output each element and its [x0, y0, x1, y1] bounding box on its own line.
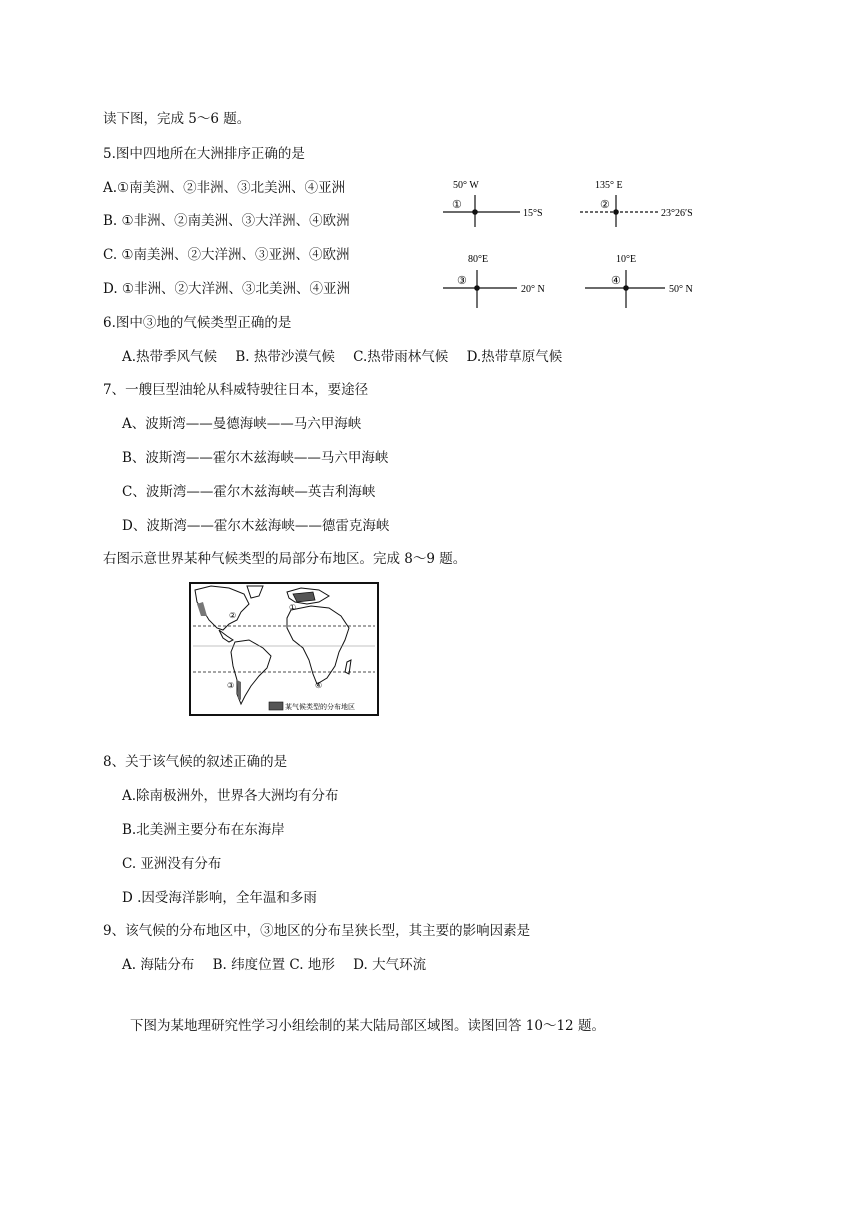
map-marker-4: ④: [315, 681, 323, 690]
question-8-option-c: C. 亚洲没有分布: [122, 856, 222, 872]
legend-swatch: [269, 702, 283, 710]
question-7-option-a: A、波斯湾——曼德海峡——马六甲海峡: [122, 416, 362, 432]
coord-1-lat: 15°S: [523, 208, 543, 219]
question-6-option-a: A.热带季风气候: [122, 349, 218, 365]
question-9-stem: 9、该气候的分布地区中，③地区的分布呈狭长型，其主要的影响因素是: [103, 923, 531, 939]
question-8-option-d: D .因受海洋影响，全年温和多雨: [122, 890, 317, 906]
map-legend-text: 某气候类型的分布地区: [285, 703, 355, 711]
coord-1-lon: 50° W: [453, 180, 479, 191]
coord-2-lat: 23°26′S: [661, 208, 693, 219]
question-6-option-b: B. 热带沙漠气候: [235, 349, 335, 365]
coord-4-marker: ④: [611, 275, 621, 287]
intro-8-9: 右图示意世界某种气候类型的局部分布地区。完成 8～9 题。: [103, 551, 467, 567]
coordinate-figure: [435, 170, 705, 310]
world-map-figure: [189, 582, 379, 716]
question-7-option-c: C、波斯湾——霍尔木兹海峡—英吉利海峡: [122, 484, 376, 500]
coord-1-marker: ①: [452, 199, 462, 211]
question-8-stem: 8、关于该气候的叙述正确的是: [103, 754, 288, 770]
coord-point-2: [580, 180, 693, 227]
coord-3-lat: 20° N: [521, 284, 545, 295]
coord-4-lon: 10°E: [616, 254, 637, 265]
question-9-options: [122, 956, 440, 974]
question-6-option-d: D.热带草原气候: [466, 349, 563, 365]
question-5-option-d: D. ①非洲、②大洋洲、③北美洲、④亚洲: [103, 281, 351, 297]
question-8-option-b: B.北美洲主要分布在东海岸: [122, 822, 285, 838]
question-9-option-d: D. 大气环流: [353, 957, 427, 973]
question-7-stem: 7、一艘巨型油轮从科威特驶往日本，要途径: [103, 382, 369, 398]
coord-2-lon: 135° E: [595, 180, 623, 191]
climate-region-europe: [293, 592, 315, 602]
coord-point-4: [585, 254, 693, 308]
coord-point-1: [443, 180, 543, 227]
question-5-option-a: A.①南美洲、②非洲、③北美洲、④亚洲: [103, 180, 346, 196]
intro-5-6: 读下图，完成 5～6 题。: [103, 111, 251, 127]
question-7-option-d: D、波斯湾——霍尔木兹海峡——德雷克海峡: [122, 518, 390, 534]
map-marker-1: ①: [289, 603, 297, 612]
map-marker-3: ③: [227, 681, 235, 690]
question-8-option-a: A.除南极洲外，世界各大洲均有分布: [122, 788, 339, 804]
question-5-stem: 5.图中四地所在大洲排序正确的是: [103, 146, 305, 162]
coord-3-marker: ③: [457, 275, 467, 287]
coord-point-3: [443, 254, 545, 308]
map-marker-2: ②: [229, 611, 237, 620]
question-9-option-a: A. 海陆分布: [122, 957, 195, 973]
question-9-option-b: B. 纬度位置 C. 地形: [212, 957, 335, 973]
coord-3-lon: 80°E: [468, 254, 489, 265]
coord-4-lat: 50° N: [669, 284, 693, 295]
question-7-option-b: B、波斯湾——霍尔木兹海峡——马六甲海峡: [122, 450, 389, 466]
question-5-option-c: C. ①南美洲、②大洋洲、③亚洲、④欧洲: [103, 247, 350, 263]
question-6-stem: 6.图中③地的气候类型正确的是: [103, 315, 292, 331]
coord-2-marker: ②: [600, 199, 610, 211]
question-6-option-c: C.热带雨林气候: [353, 349, 449, 365]
question-6-options: [122, 348, 576, 366]
question-5-option-b: B. ①非洲、②南美洲、③大洋洲、④欧洲: [103, 213, 350, 229]
intro-10-12: 下图为某地理研究性学习小组绘制的某大陆局部区域图。读图回答 10～12 题。: [130, 1018, 605, 1034]
